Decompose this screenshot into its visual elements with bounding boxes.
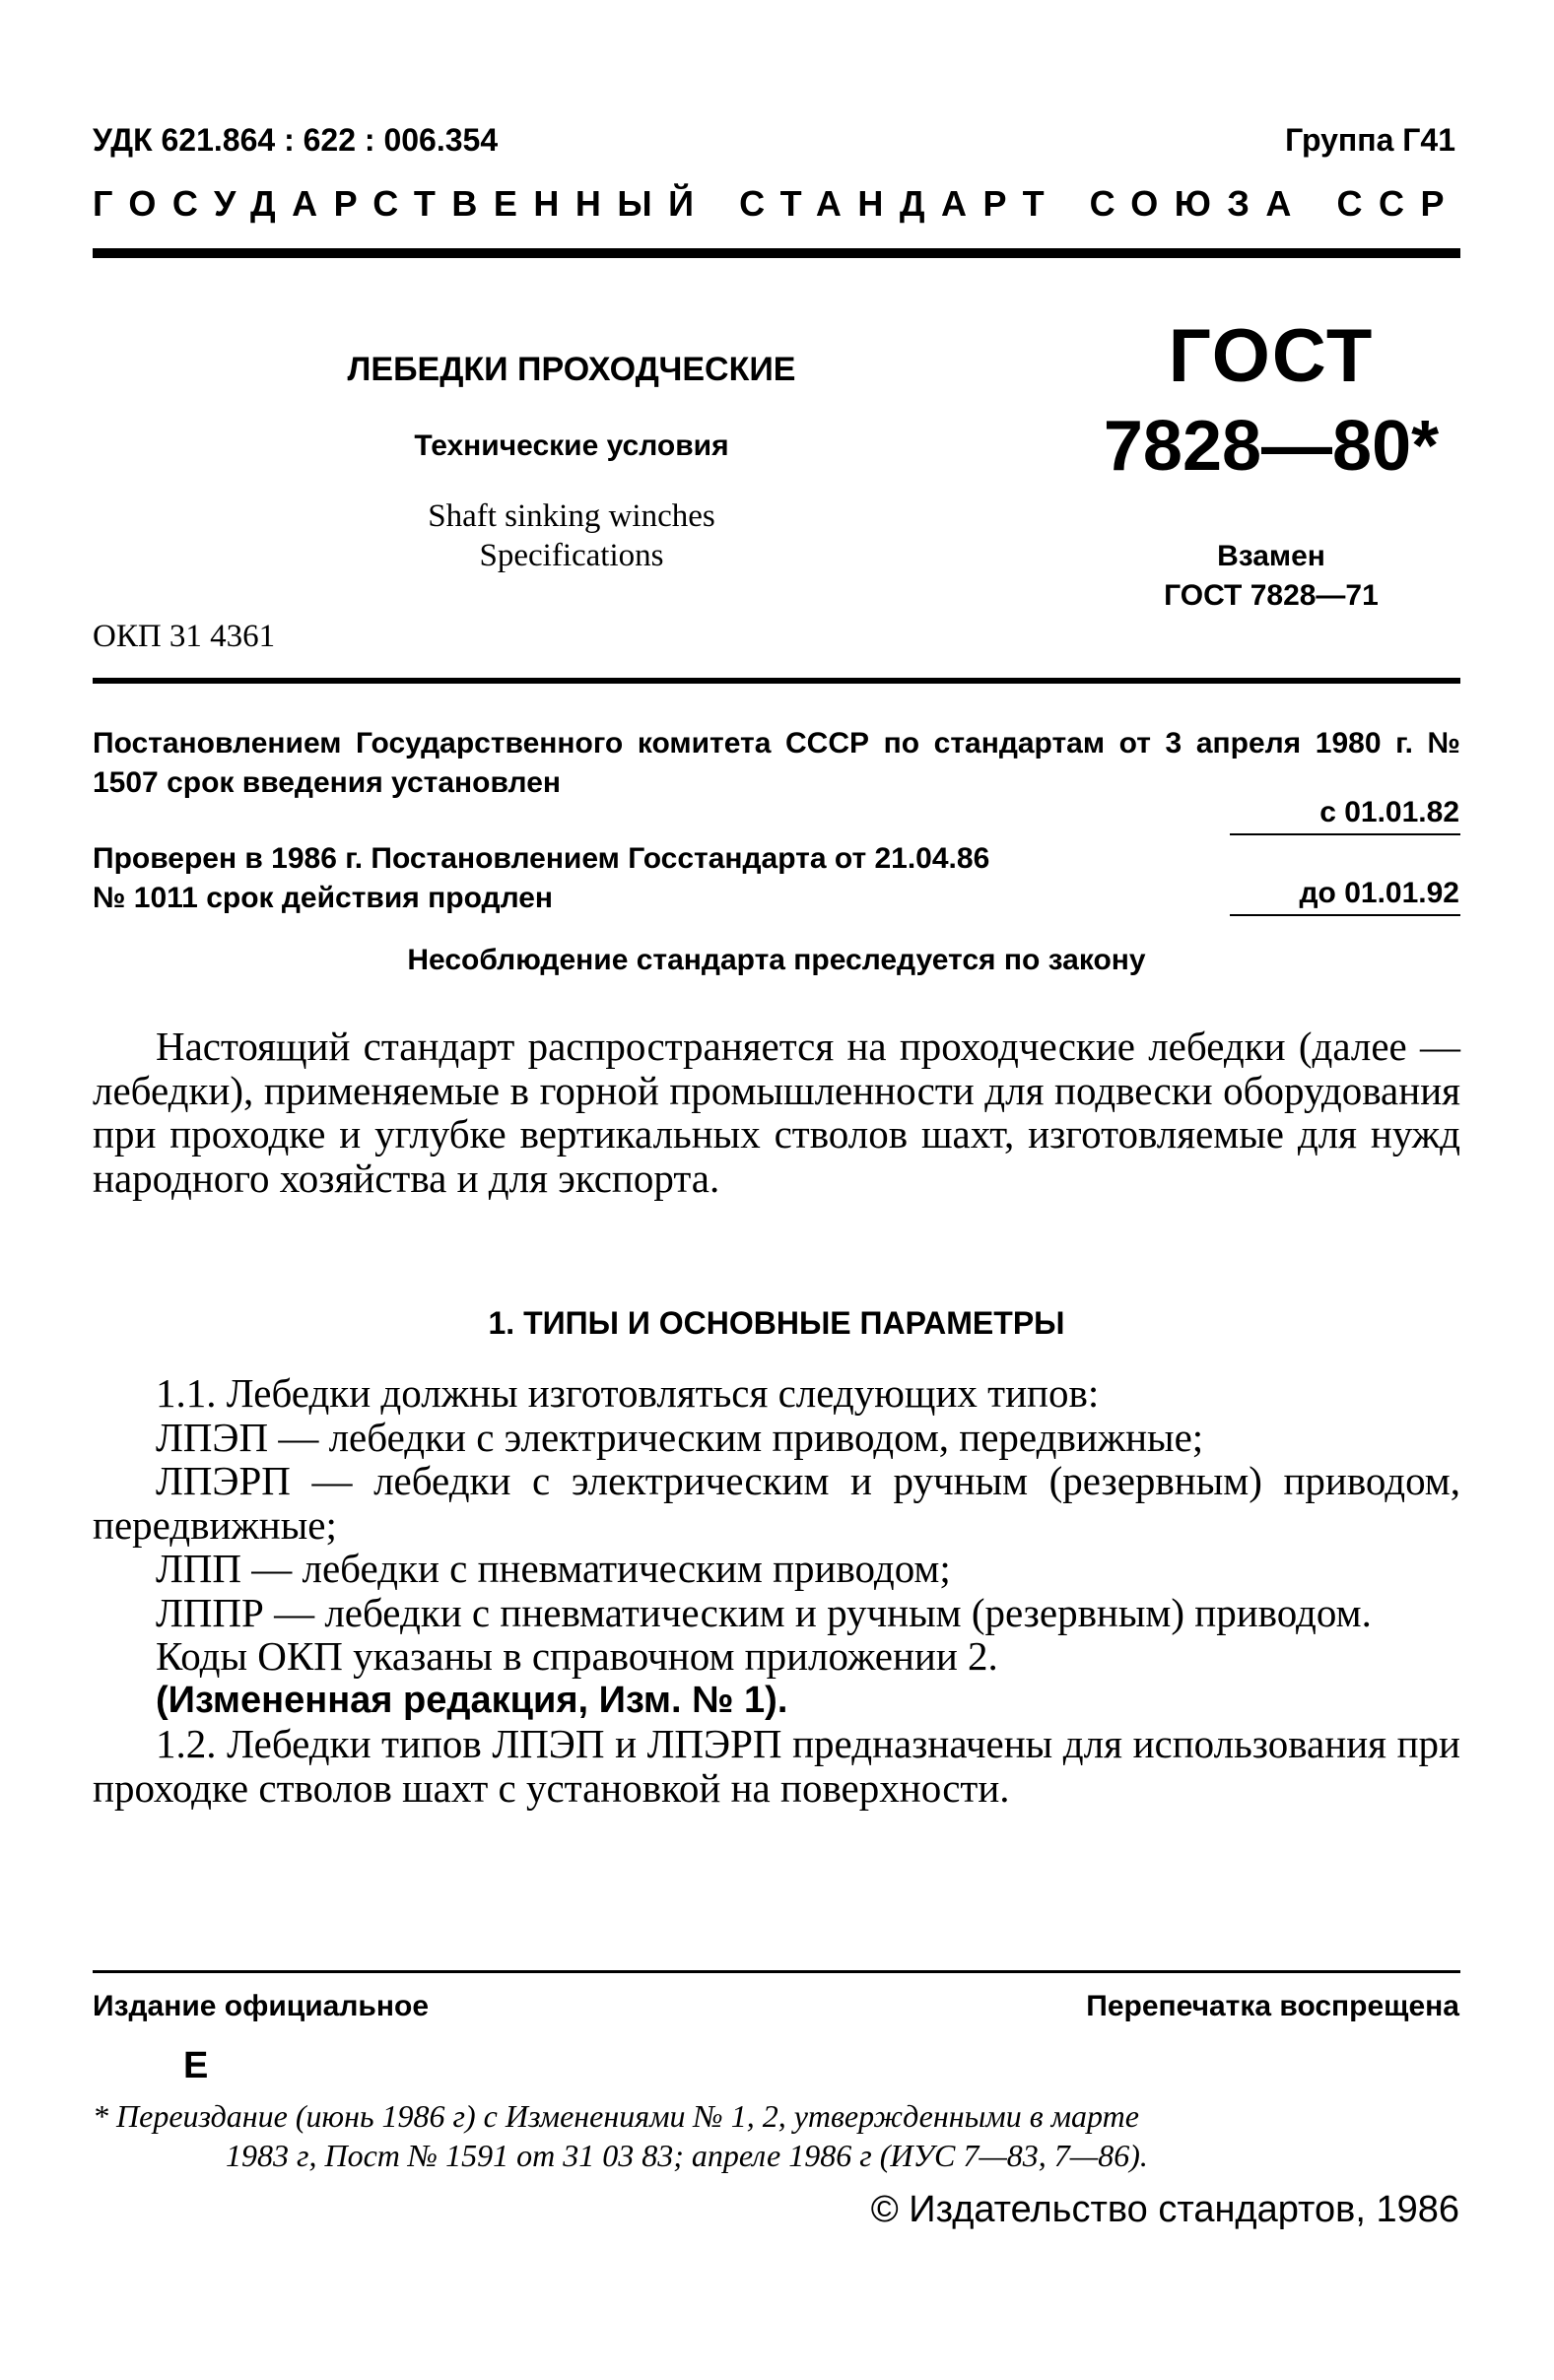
effective-date: с 01.01.82	[1319, 796, 1459, 828]
gost-label: ГОСТ	[1168, 314, 1375, 398]
title-block-rule	[93, 678, 1460, 684]
e-mark: Е	[183, 2045, 209, 2086]
checked-line-1: Проверен в 1986 г. Постановлением Госстандарта от 21.04.86	[93, 842, 990, 875]
intro-paragraph: Настоящий стандарт распространяется на проходческие лебедки (далее — лебедки), применяемые в горной промышленности для подвески оборудования при проходке и углубке вертикальных стволов шахт, изготовляемые для нужд народного хозяйства и для экспорта.	[93, 1024, 1460, 1201]
footnote-line-1: * Переиздание (июнь 1986 г) с Изменениями № 1, 2, утвержденными в марте	[93, 2098, 1139, 2134]
clause-1-2: 1.2. Лебедки типов ЛПЭП и ЛПЭРП предназначены для использования при проходке стволов шахт с установкой на поверхности.	[93, 1721, 1460, 1811]
clause-1-1: 1.1. Лебедки должны изготовляться следующих типов:	[156, 1370, 1100, 1416]
checked-line-2: № 1011 срок действия продлен	[93, 882, 554, 914]
type-lppr: ЛППР — лебедки с пневматическим и ручным (резервным) приводом.	[156, 1589, 1372, 1635]
type-lpep: ЛПЭП — лебедки с электрическим приводом, передвижные;	[156, 1414, 1204, 1460]
replaces-block	[1084, 537, 1458, 616]
gost-number: 7828—80*	[1103, 407, 1440, 486]
okp-code: ОКП 31 4361	[93, 619, 276, 654]
decree-text: Постановлением Государственного комитета СССР по стандартам от 3 апреля 1980 г. № 1507 срок введения установлен	[93, 727, 1460, 799]
section-1-content	[93, 1371, 1460, 1810]
banner-word-4: ССР	[1336, 183, 1460, 224]
replaces-value: ГОСТ 7828—71	[1164, 579, 1379, 612]
okp-codes-note: Коды ОКП указаны в справочном приложении 2.	[156, 1633, 998, 1679]
reissue-footnote	[93, 2096, 1460, 2175]
english-title-line-2: Specifications	[479, 538, 664, 573]
document-subtitle: Технические условия	[414, 430, 729, 462]
banner-word-3: СОЮЗА	[1089, 183, 1308, 224]
document-title: ЛЕБЕДКИ ПРОХОДЧЕСКИЕ	[347, 351, 796, 388]
banner-word-1: ГОСУДАРСТВЕННЫЙ	[93, 183, 710, 224]
banner-word-2: СТАНДАРТ	[739, 183, 1061, 224]
section-1-heading: 1. ТИПЫ И ОСНОВНЫЕ ПАРАМЕТРЫ	[488, 1305, 1065, 1341]
extended-date: до 01.01.92	[1299, 877, 1459, 909]
footnote-line-2: 1983 г, Пост № 1591 от 31 03 83; апреле 1986 г (ИУС 7—83, 7—86).	[226, 2138, 1148, 2173]
state-standard-banner	[93, 183, 1460, 225]
amendment-note: (Измененная редакция, Изм. № 1).	[156, 1679, 788, 1721]
reprint-notice: Перепечатка воспрещена	[1086, 1990, 1459, 2022]
header-thick-rule	[93, 248, 1460, 258]
udk-code: УДК 621.864 : 622 : 006.354	[93, 122, 499, 158]
english-title	[325, 496, 818, 575]
type-lpp: ЛПП — лебедки с пневматическим приводом;	[156, 1546, 951, 1591]
replaces-label: Взамен	[1217, 540, 1325, 572]
extended-date-underline	[1230, 914, 1460, 916]
copyright: © Издательство стандартов, 1986	[870, 2189, 1459, 2230]
penalty-notice: Несоблюдение стандарта преследуется по закону	[407, 944, 1146, 976]
english-title-line-1: Shaft sinking winches	[428, 498, 715, 534]
footer-rule	[93, 1970, 1460, 1973]
type-lperp: ЛПЭРП — лебедки с электрическим и ручным (резервным) приводом, передвижные;	[93, 1458, 1460, 1548]
group-code: Группа Г41	[1285, 122, 1455, 158]
effective-date-underline	[1230, 833, 1460, 835]
edition-label: Издание официальное	[93, 1990, 430, 2022]
checked-text	[93, 839, 1177, 918]
